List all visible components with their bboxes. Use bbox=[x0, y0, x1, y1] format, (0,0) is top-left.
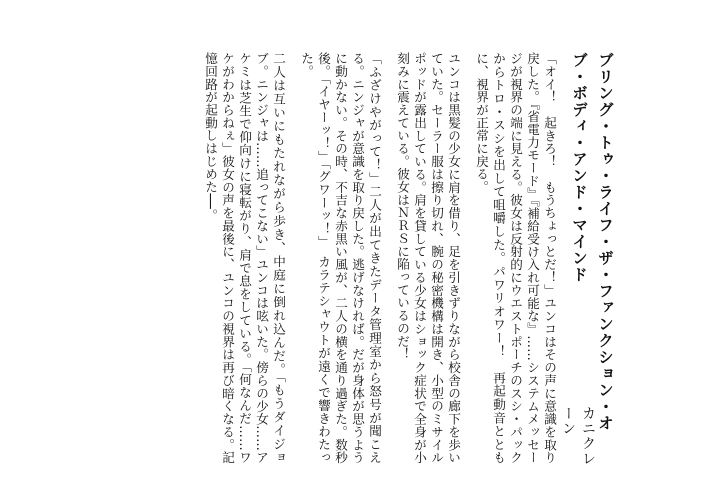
story-body bbox=[98, 52, 558, 464]
paragraph-4: 二人は互いにもたれながら歩き、中庭に倒れ込んだ。「もうダイジョブ。ニンジャは……追ってこない」ユンコは呟いた。傍らの少女……アケミは芝生で仰向けに寝転がり、肩で息をしている。「何なんだ……ワケがわからねぇ」彼女の声を最後に、ユンコの視界は再び暗くなる。記憶回路が起動しはじめた──。 bbox=[203, 52, 286, 464]
paragraph-2: ユンコは黒髪の少女に肩を借り、足を引きずりながら校舎の廊下を歩いていた。セーラー服は擦り切れ、腕の秘密機構は開き、小型のミサイルポッドが露出している。肩を貸している少女はショック症状で全身が小刻みに震えている。彼女はＮＲＳに陥っているのだ！ bbox=[395, 52, 461, 464]
author-name: カニクレーン bbox=[560, 406, 596, 466]
paragraph-3: 「ふざけやがって！」二人が出てきたデータ管理室から怒号が聞こえる。ニンジャが意識を取り戻した。逃げなければ。だが身体が思うように動かない。その時、不吉な赤黒い風が、二人の横を通り過ぎた。数秒後。「イヤーッ！」「グワーッ！」 カラテシャウトが遠くで響きわたった。 bbox=[299, 52, 382, 464]
story-title: ブリング・トゥ・ライフ・ザ・ファンクション・オブ・ボディ・アンド・マインド bbox=[570, 52, 615, 432]
paragraph-1: 「オイ！ 起きろ！ もうちょっとだ！」ユンコはその声に意識を取り戻した。『省電力モード』『補給受け入れ可能な』……システムメッセージが視界の端に見える。彼女は反射的にウエストポーチのスシ・パックからトロ・スシを出して咀嚼した。パワリオワー！ 再起動音とともに、視界が正常に戻る。 bbox=[474, 52, 557, 464]
